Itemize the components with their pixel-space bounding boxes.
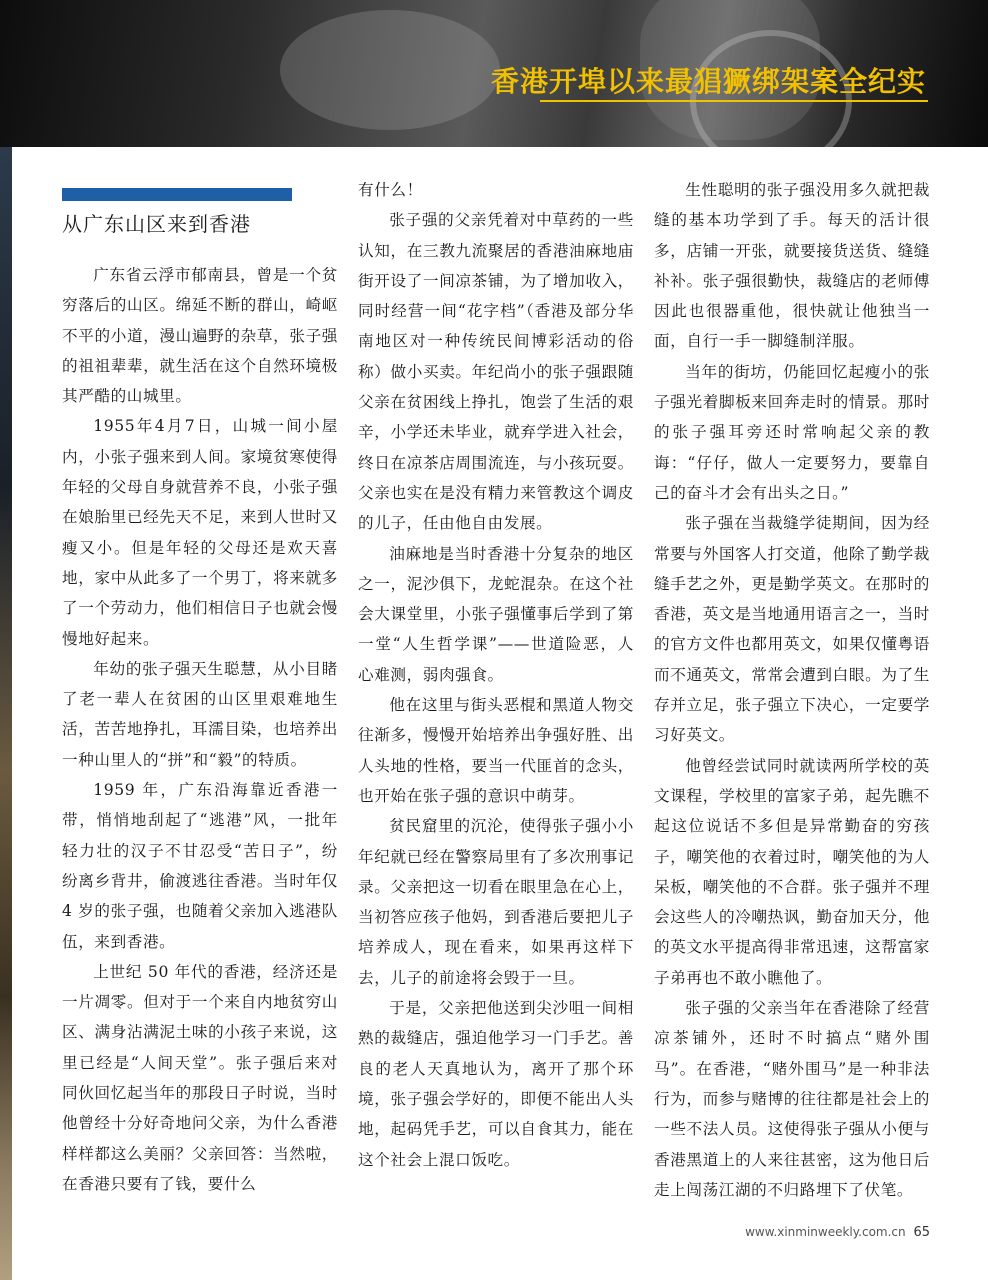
banner-photo-shape	[280, 10, 500, 130]
paragraph: 上世纪 50 年代的香港，经济还是一片凋零。但对于一个来自内地贫穷山区、满身沾满泥土味的小孩子来说，这里已经是“人间天堂”。张子强后来对同伙回忆起当年的那段日子时说，当时他曾经十分好奇地问父亲，为什么香港样样都这么美丽？父亲回答：当然啦，在香港只要有了钱，要什么	[62, 962, 338, 1193]
footer-url[interactable]: www.xinminweekly.com.cn	[745, 1225, 906, 1239]
paragraph: 张子强在当裁缝学徒期间，因为经常要与外国客人打交道，他除了勤学裁缝手艺之外，更是勤学英文。在那时的香港，英文是当地通用语言之一，当时的官方文件也都用英文，如果仅懂粤语而不通英文，常常会遭到白眼。为了生存并立足，张子强立下决心，一定要学习好英文。	[654, 514, 930, 745]
paragraph: 广东省云浮市郁南县，曾是一个贫穷落后的山区。绵延不断的群山，崎岖不平的小道，漫山遍野的杂草，张子强的祖祖辈辈，就生活在这个自然环境极其严酷的山城里。	[62, 266, 338, 406]
paragraph: 生性聪明的张子强没用多久就把裁缝的基本功学到了手。每天的活计很多，店铺一开张，就要接货送货、缝缝补补。张子强很勤快，裁缝店的老师傅因此也很器重他，很快就让他独当一面，自行一手一脚缝制洋服。	[654, 181, 930, 351]
paragraph: 有什么！	[358, 181, 423, 199]
paragraph: 他曾经尝试同时就读两所学校的英文课程，学校里的富家子弟，起先瞧不起这位说话不多但是异常勤奋的穷孩子，嘲笑他的衣着过时，嘲笑他的为人呆板，嘲笑他的不合群。张子强并不理会这些人的冷嘲热讽，勤奋加天分，他的英文水平提高得非常迅速，这帮富家子弟再也不敢小瞧他了。	[654, 756, 930, 987]
page-footer	[745, 1225, 930, 1240]
section-title: 从广东山区来到香港	[62, 212, 251, 236]
page-number: 65	[913, 1225, 930, 1240]
article-column-3	[654, 175, 930, 1205]
banner-underline	[540, 100, 928, 102]
paragraph: 年幼的张子强天生聪慧，从小目睹了老一辈人在贫困的山区里艰难地生活，苦苦地挣扎，耳濡目染，也培养出一种山里人的“拼”和“毅”的特质。	[62, 659, 338, 769]
banner-title: 香港开埠以来最猖獗绑架案全纪实	[490, 65, 926, 98]
paragraph: 于是，父亲把他送到尖沙咀一间相熟的裁缝店，强迫他学习一门手艺。善良的老人天真地认为，离开了那个环境，张子强会学好的，即便不能出人头地，起码凭手艺，可以自食其力，能在这个社会上混口饭吃。	[358, 999, 634, 1169]
paragraph: 贫民窟里的沉沦，使得张子强小小年纪就已经在警察局里有了多次刑事记录。父亲把这一切看在眼里急在心上，当初答应孩子他妈，到香港后要把儿子培养成人，现在看来，如果再这样下去，儿子的前途将会毁于一旦。	[358, 817, 634, 987]
section-color-bar	[62, 188, 292, 201]
paragraph: 油麻地是当时香港十分复杂的地区之一，泥沙俱下，龙蛇混杂。在这个社会大课堂里，小张子强懂事后学到了第一堂“人生哲学课”——世道险恶，人心难测，弱肉强食。	[358, 544, 634, 684]
left-edge-photo	[0, 147, 12, 1280]
article-column-1	[62, 260, 338, 1199]
paragraph: 当年的街坊，仍能回忆起瘦小的张子强光着脚板来回奔走时的情景。那时的张子强耳旁还时常响起父亲的教诲：“仔仔，做人一定要努力，要靠自己的奋斗才会有出头之日。”	[654, 362, 930, 502]
paragraph: 张子强的父亲当年在香港除了经营凉茶铺外，还时不时搞点“赌外围马”。在香港，“赌外围马”是一种非法行为，而参与赌博的往往都是社会上的一些不法人员。这使得张子强从小便与香港黑道上的人来往甚密，这为他日后走上闯荡江湖的不归路埋下了伏笔。	[654, 999, 930, 1199]
header-banner	[0, 0, 988, 147]
paragraph: 1955年4月7日，山城一间小屋内，小张子强来到人间。家境贫寒使得年轻的父母自身就营养不良，小张子强在娘胎里已经先天不足，来到人世时又瘦又小。但是年轻的父母还是欢天喜地，家中从此多了一个男丁，将来就多了一个劳动力，他们相信日子也就会慢慢地好起来。	[62, 417, 338, 648]
paragraph: 他在这里与街头恶棍和黑道人物交往渐多，慢慢开始培养出争强好胜、出人头地的性格，要当一代匪首的念头，也开始在张子强的意识中萌芽。	[358, 696, 634, 805]
paragraph: 张子强的父亲凭着对中草药的一些认知，在三教九流聚居的香港油麻地庙街开设了一间凉茶铺，为了增加收入，同时经营一间“花字档”（香港及部分华南地区对一种传统民间博彩活动的俗称）做小买卖。年纪尚小的张子强跟随父亲在贫困线上挣扎，饱尝了生活的艰辛，小学还未毕业，就弃学进入社会，终日在凉茶店周围流连，与小孩玩耍。父亲也实在是没有精力来管教这个调皮的儿子，任由他自由发展。	[358, 211, 634, 533]
paragraph: 1959 年，广东沿海靠近香港一带，悄悄地刮起了“逃港”风，一批年轻力壮的汉子不甘忍受“苦日子”，纷纷离乡背井，偷渡逃往香港。当时年仅 4 岁的张子强，也随着父亲加入逃港队伍，来到香港。	[62, 781, 338, 951]
article-column-2	[358, 175, 634, 1175]
